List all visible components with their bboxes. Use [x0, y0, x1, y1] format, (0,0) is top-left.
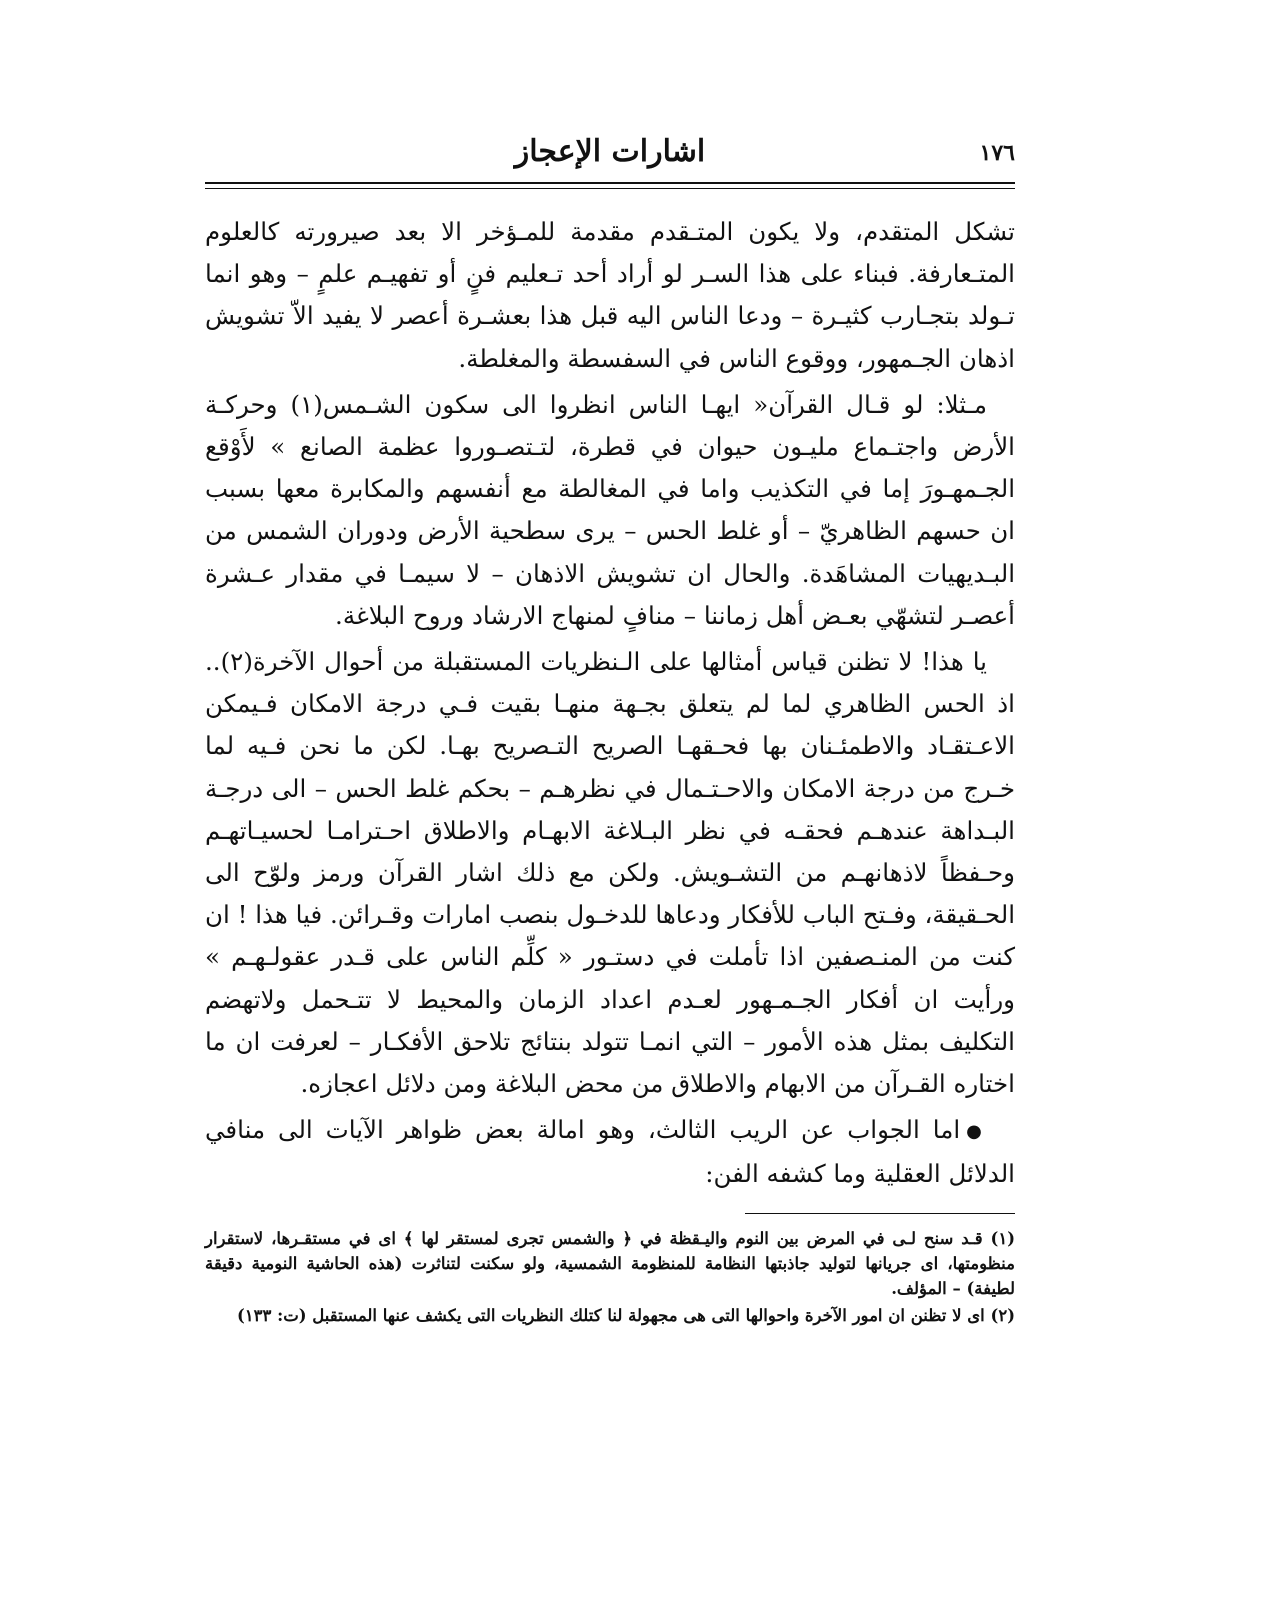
header-rule-thick: [205, 182, 1015, 184]
footnote-1: (١) قـد سنح لـى في المرض بين النوم واليـقظة في ﴿ والشمس تجرى لمستقر لها ﴾ اى في مستقـرها، لاستقرار منظومتها، اى جريانها لتوليد جاذبتها النظامة للمنظومة الشمسية، ولو سكنت لتناثرت (هذه الحاشية النومية دقيقة لطيفة) – المؤلف.: [205, 1229, 1015, 1299]
header-rule-thin: [205, 188, 1015, 189]
bullet-paragraph-text: اما الجواب عن الريب الثالث، وهو امالة بعض ظواهر الآيات الى منافي الدلائل العقلية وما كشفه الفن:: [205, 1115, 1015, 1188]
main-text: [205, 211, 1015, 1195]
running-title: اشارات الإعجاز: [514, 134, 706, 169]
document-page: [205, 128, 1015, 1328]
page-number: ١٧٦: [979, 140, 1015, 166]
paragraph: مـثلا: لو قـال القرآن« ايهـا الناس انظروا الى سكون الشـمس(١) وحركـة الأرض واجتـماع مليـون حيوان في قطرة، لتـتصـوروا عظمة الصانع » لأَوْقع الجـمهـورَ إما في التكذيب واما في المغالطة مع أنفسهم والمكابرة معها بسبب ان حسهم الظاهريّ – أو غلط الحس – يرى سطحية الأرض ودوران الشمس من البـديهيات المشاهَدة. والحال ان تشويش الاذهان – لا سيمـا في مقدار عـشرة أعصـر لتشهّي بعـض أهل زماننا – منافٍ لمنهاج الارشاد وروح البلاغة.: [205, 389, 1015, 630]
bullet-icon: ●: [966, 1120, 987, 1142]
paragraph: يا هذا! لا تظنن قياس أمثالها على الـنظريات المستقبلة من أحوال الآخرة(٢).. اذ الحس الظاهري لما لم يتعلق بجـهة منهـا بقيت فـي درجة الامكان فـيمكن الاعـتقـاد والاطمئـنان بها فحـقهـا الصريح التـصريح بهـا. لكن ما نحن فـيه لما خـرج من درجة الامكان والاحـتـمال في نظرهـم – بحكم غلط الحس – الى درجـة البـداهة عندهـم فحقـه في نظر البـلاغة الابهـام والاطلاق احـترامـا لحسيـاتهـم وحـفظاً لاذهانهـم من التشـويش. ولكن مع ذلك اشار القرآن ورمز ولوّح الى الحـقيقة، وفـتح الباب للأفكار ودعاها للدخـول بنصب امارات وقـرائن. فيا هذا ! ان كنت من المنـصفين اذا تأملت في دستـور « كلِّم الناس على قـدر عقولـهـم » ورأيت ان أفكار الجـمـهور لعـدم اعداد الزمان والمحيط لا تتـحمل ولاتهضم التكليف بمثل هذه الأمور – التي انمـا تتولد بنتائج تلاحق الأفكـار – لعرفت ان ما اختاره القـرآن من الابهام والاطلاق من محض البلاغة ومن دلائل اعجازه.: [205, 647, 1015, 1099]
footnotes: [205, 1226, 1015, 1328]
page-header: [205, 128, 1015, 180]
footnote-2: (٢) اى لا تظنن ان امور الآخرة واحوالها التى هى مجهولة لنا كتلك النظريات التى يكشف عنها المستقبل (ت: ١٣٣): [236, 1306, 1015, 1326]
footnote-separator: [745, 1213, 1015, 1214]
paragraph: تشكل المتقدم، ولا يكون المتـقدم مقدمة للمـؤخر الا بعد صيرورته كالعلوم المتـعارفة. فبناء على هذا السـر لو أراد أحد تـعليم فنٍ أو تفهيـم علمٍ – وهو انما تـولد بتجـارب كثيـرة – ودعا الناس اليه قبل هذا بعشـرة أعصر لا يفيد الاّ تشويش اذهان الجـمهور، ووقوع الناس في السفسطة والمغلطة.: [205, 217, 1015, 373]
bullet-paragraph: [205, 1109, 1015, 1195]
